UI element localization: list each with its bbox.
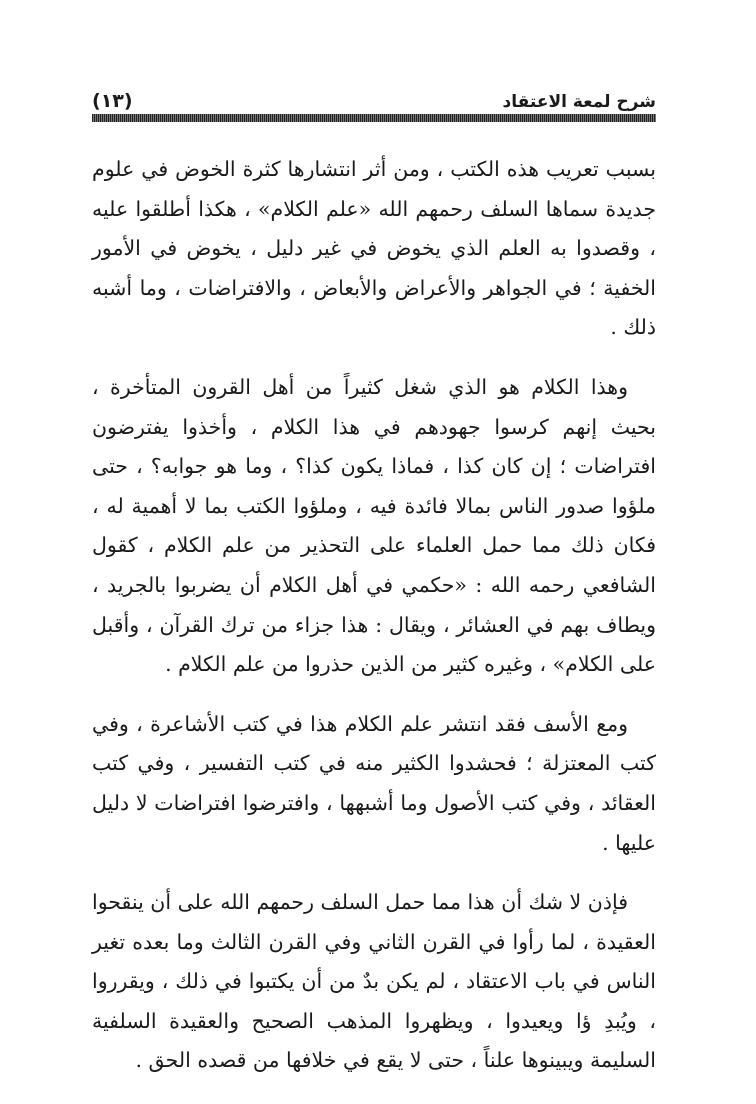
- paragraph: وهذا الكلام هو الذي شغل كثيراً من أهل القرون المتأخرة ، بحيث إنهم كرسوا جهودهم في هذا الكلام ، وأخذوا يفترضون افتراضات ؛ إن كان كذا ، فماذا يكون كذا؟ ، وما هو جوابه؟ ، حتى ملؤوا صدور الناس بمالا فائدة فيه ، وملؤوا الكتب بما لا أهمية له ، فكان ذلك مما حمل العلماء على التحذير من علم الكلام ، كقول الشافعي رحمه الله : «حكمي في أهل الكلام أن يضربوا بالجريد ، ويطاف بهم في العشائر ، ويقال : هذا جزاء من ترك القرآن ، وأقبل على الكلام» ، وغيره كثير من الذين حذروا من علم الكلام .: [92, 374, 656, 677]
- book-title: شرح لمعة الاعتقاد: [502, 92, 656, 112]
- page-number: (١٣): [92, 90, 133, 112]
- header-rule: [92, 114, 656, 122]
- running-header: [92, 82, 656, 112]
- paragraph: ومع الأسف فقد انتشر علم الكلام هذا في كتب الأشاعرة ، وفي كتب المعتزلة ؛ فحشدوا الكثير منه في كتب التفسير ، وفي كتب العقائد ، وفي كتب الأصول وما أشبهها ، وافترضوا افتراضات لا دليل عليها .: [92, 711, 656, 855]
- paragraph: فإذن لا شك أن هذا مما حمل السلف رحمهم الله على أن ينقحوا العقيدة ، لما رأوا في القرن الثاني وفي القرن الثالث وما بعده تغير الناس في باب الاعتقاد ، لم يكن بدٌ من أن يكتبوا في ذلك ، ويقرروا ، ويُبدِ ؤا ويعيدوا ، ويظهروا المذهب الصحيح والعقيدة السلفية السليمة ويبينوها علناً ، حتى لا يقع في خلافها من قصده الحق .: [92, 890, 656, 1073]
- body-text: [92, 150, 656, 1081]
- paragraph: بسبب تعريب هذه الكتب ، ومن أثر انتشارها كثرة الخوض في علوم جديدة سماها السلف رحمهم الله «علم الكلام» ، هكذا أطلقوا عليه ، وقصدوا به العلم الذي يخوض في غير دليل ، يخوض في الأمور الخفية ؛ في الجواهر والأعراض والأبعاض ، والافتراضات ، وما أشبه ذلك .: [92, 157, 656, 340]
